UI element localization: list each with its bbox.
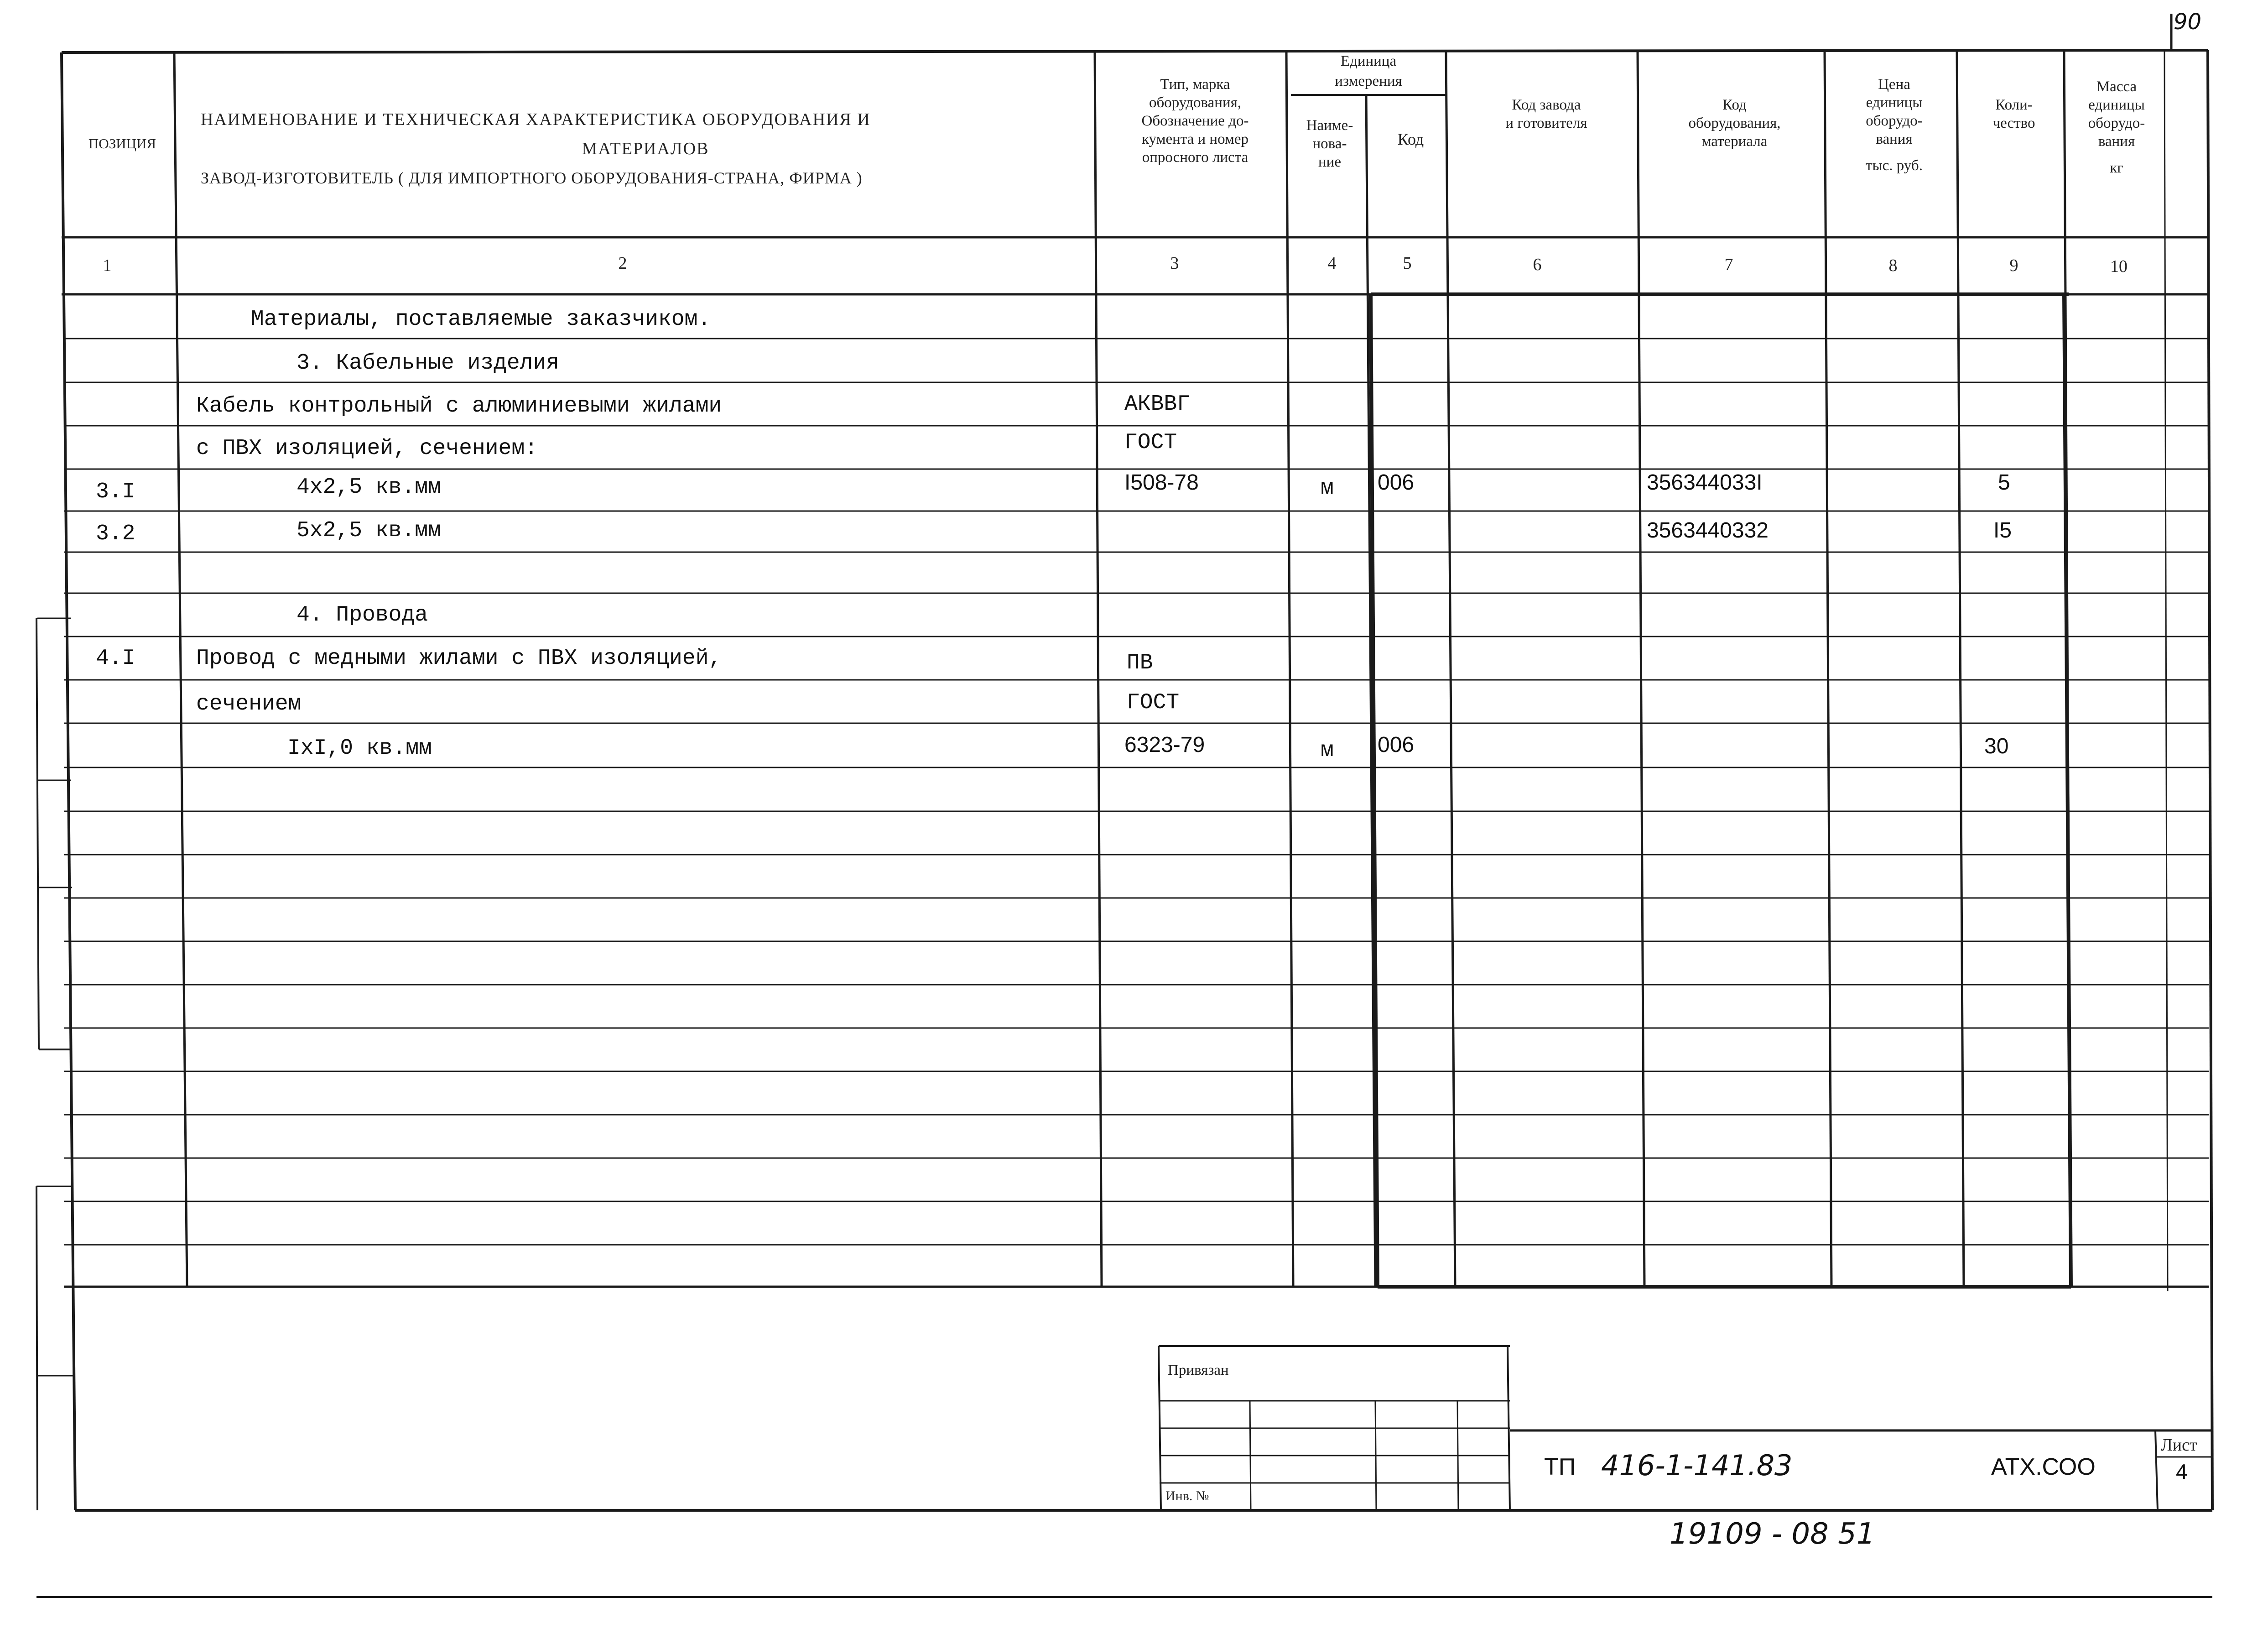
column-number: 4 — [1327, 254, 1337, 273]
table-row-name: Кабель контрольный с алюминиевыми жилами — [196, 394, 722, 418]
header-mass-l4: вания — [2098, 133, 2135, 150]
table-row-name: Провод с медными жилами с ПВХ изоляцией, — [196, 646, 722, 671]
header-type-l2: оборудования, — [1149, 94, 1242, 111]
column-number: 6 — [1533, 255, 1542, 274]
table-row-quantity: I5 — [1993, 518, 2012, 543]
table-row-name: IxI,0 кв.мм — [287, 736, 432, 761]
table-row-type: 6323-79 — [1124, 733, 1205, 757]
header-type-l1: Тип, марка — [1160, 76, 1230, 93]
header-price-l2: единицы — [1866, 94, 1923, 111]
header-quantity — [1959, 96, 2069, 132]
table-row-type: I508-78 — [1124, 470, 1199, 495]
header-unit-code: Код — [1397, 130, 1424, 148]
header-quantity-l2: чество — [1992, 115, 2035, 131]
stamp-privyazan: Привязан — [1168, 1362, 1229, 1378]
header-type-l4: кумента и номер — [1141, 131, 1248, 147]
header-type — [1099, 75, 1291, 167]
column-number: 5 — [1403, 254, 1412, 273]
column-number: 1 — [103, 256, 112, 275]
table-row-type: ГОСТ — [1127, 690, 1180, 715]
title-list-label: Лист — [2161, 1435, 2197, 1455]
header-material-l3: материала — [1701, 133, 1768, 150]
column-number: 10 — [2110, 257, 2128, 276]
table-row-name: 3. Кабельные изделия — [297, 351, 560, 376]
header-name — [201, 105, 1090, 193]
header-unit-name-l3: ние — [1318, 154, 1341, 170]
table-row-position: 4.I — [96, 646, 135, 671]
header-unit-l1: Единица — [1340, 53, 1397, 69]
header-name-line3: ЗАВОД-ИЗГОТОВИТЕЛЬ ( ДЛЯ ИМПОРТНОГО ОБОРУДОВАНИЯ-СТРАНА, ФИРМА ) — [201, 169, 863, 187]
title-doc-code: АТХ.СОО — [1991, 1454, 2096, 1480]
header-mass-l1: Масса — [2096, 78, 2137, 95]
header-price-l1: Цена — [1878, 76, 1910, 93]
table-row-code: 006 — [1378, 470, 1415, 495]
table-row-quantity: 30 — [1984, 734, 2009, 758]
table-row-name: 4x2,5 кв.мм — [297, 475, 441, 500]
column-number: 2 — [618, 254, 627, 273]
table-row-name: сечением — [196, 692, 302, 716]
table-row-quantity: 5 — [1998, 470, 2010, 495]
column-number: 8 — [1888, 256, 1898, 275]
header-name-line2: МАТЕРИАЛОВ — [582, 139, 709, 158]
column-number: 9 — [2009, 256, 2018, 275]
title-list-number: 4 — [2176, 1460, 2188, 1483]
header-price — [1827, 75, 1961, 175]
header-manufacturer-code — [1451, 96, 1642, 132]
header-quantity-l1: Коли- — [1995, 97, 2033, 113]
table-row-name: 4. Провода — [297, 603, 428, 627]
header-position: ПОЗИЦИЯ — [88, 136, 156, 151]
header-mass — [2066, 78, 2167, 177]
table-row-type: ПВ — [1127, 651, 1153, 675]
table-row-type: АКВВГ — [1124, 392, 1191, 417]
header-mass-l2: единицы — [2088, 97, 2145, 113]
header-price-l4: вания — [1876, 131, 1913, 147]
sheet-number-top: 90 — [2174, 9, 2202, 35]
table-row-unit: м — [1321, 738, 1334, 763]
table-row-name: 5x2,5 кв.мм — [297, 518, 441, 543]
header-unit-l2: измерения — [1335, 73, 1402, 89]
header-unit-name — [1289, 116, 1371, 171]
header-mass-l5: кг — [2110, 160, 2123, 176]
header-type-l5: опросного листа — [1142, 149, 1248, 166]
header-material-l2: оборудования, — [1688, 115, 1781, 131]
header-unit-name-l1: Наиме- — [1306, 117, 1353, 134]
table-row-code: 006 — [1378, 733, 1415, 757]
header-type-l3: Обозначение до- — [1141, 113, 1249, 129]
title-tp-label: ТП — [1544, 1454, 1576, 1480]
header-manufacturer-l1: Код завода — [1512, 97, 1581, 113]
column-number: 7 — [1724, 255, 1733, 274]
column-number: 3 — [1170, 254, 1179, 273]
table-row-material-code: 3563440332 — [1647, 518, 1769, 543]
table-row-position: 3.2 — [96, 522, 135, 546]
header-unit-group — [1291, 51, 1446, 91]
header-price-l5: тыс. руб. — [1866, 157, 1923, 174]
table-row-material-code: 356344033I — [1647, 470, 1763, 495]
header-name-line1: НАИМЕНОВАНИЕ И ТЕХНИЧЕСКАЯ ХАРАКТЕРИСТИКА ОБОРУДОВАНИЯ И — [201, 110, 871, 129]
header-material-code — [1640, 96, 1829, 151]
stamp-inv-no: Инв. № — [1165, 1488, 1209, 1503]
header-material-l1: Код — [1722, 97, 1747, 113]
table-row-position: 3.I — [96, 480, 135, 504]
table-row-name: Материалы, поставляемые заказчиком. — [251, 307, 711, 332]
header-unit-name-l2: нова- — [1312, 136, 1347, 152]
bottom-handwritten-number: 19109 - 08 51 — [1670, 1517, 1875, 1551]
header-price-l3: оборудо- — [1866, 113, 1923, 129]
title-tp-number: 416-1-141.83 — [1601, 1449, 1793, 1482]
table-row-type: ГОСТ — [1124, 430, 1177, 455]
table-row-unit: м — [1321, 476, 1334, 501]
header-manufacturer-l2: и готовителя — [1505, 115, 1587, 131]
header-mass-l3: оборудо- — [2088, 115, 2145, 131]
table-row-name: с ПВХ изоляцией, сечением: — [196, 436, 538, 461]
